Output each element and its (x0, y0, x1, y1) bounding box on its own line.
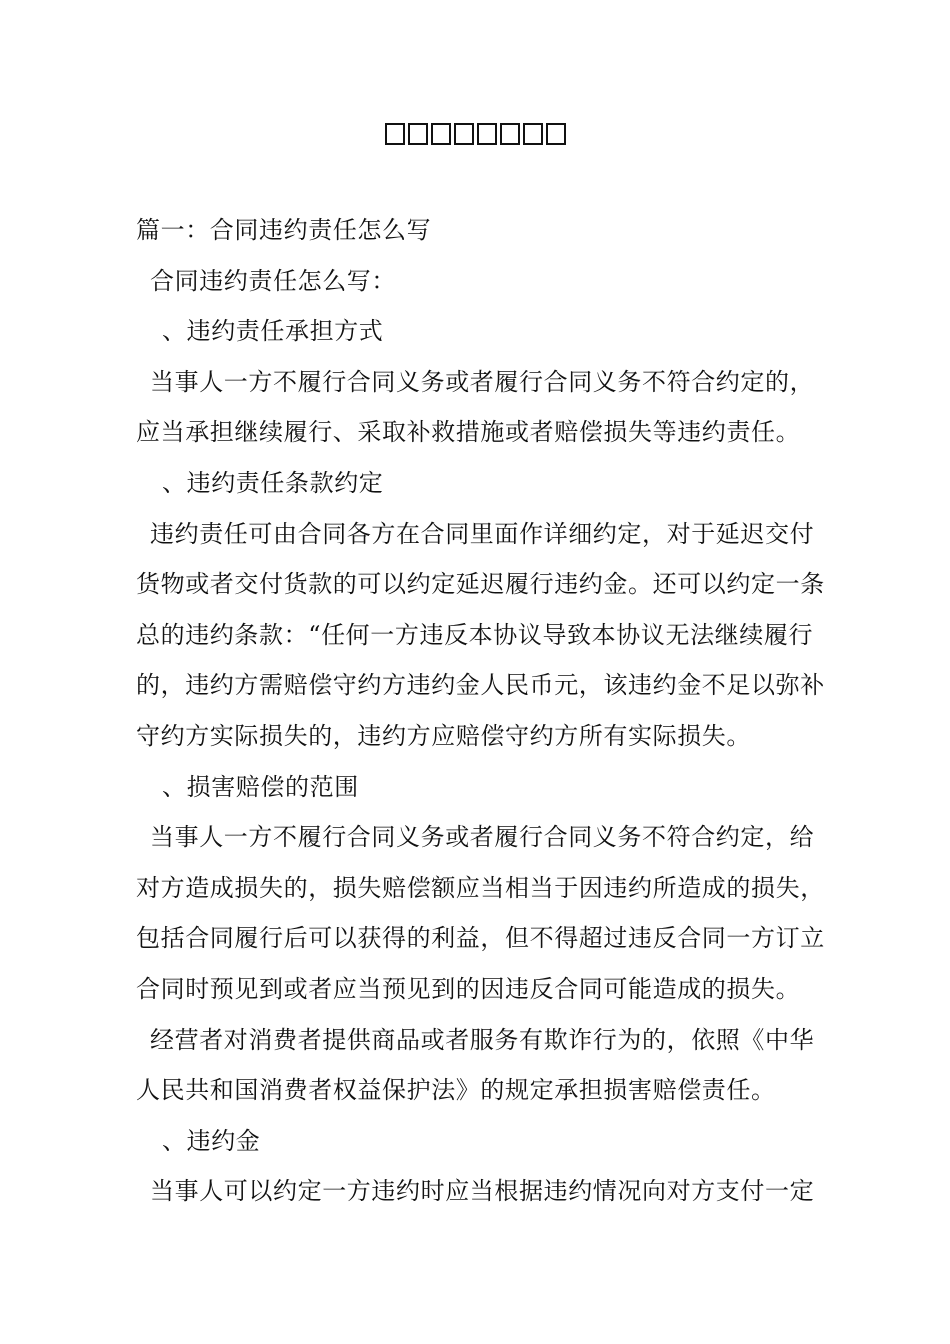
document-body (136, 205, 826, 1217)
body-line: 、违约责任承担方式 (162, 317, 384, 346)
title-glyph-box (546, 123, 566, 145)
body-line: 人民共和国消费者权益保护法》的规定承担损害赔偿责任。 (136, 1076, 776, 1105)
body-line: 货物或者交付货款的可以约定延迟履行违约金。还可以约定一条 (136, 570, 825, 599)
title-glyph-box (500, 123, 520, 145)
title-glyph-box (454, 123, 474, 145)
body-line: 的，违约方需赔偿守约方违约金人民币元，该违约金不足以弥补 (136, 671, 825, 700)
body-line: 合同违约责任怎么写： (150, 266, 396, 295)
body-line: 总的违约条款：“任何一方违反本协议导致本协议无法继续履行 (136, 620, 814, 649)
title-glyph-box (431, 123, 451, 145)
body-line: 当事人一方不履行合同义务或者履行合同义务不符合约定的， (150, 367, 815, 396)
body-line: 对方造成损失的，损失赔偿额应当相当于因违约所造成的损失， (136, 873, 825, 902)
body-line: 当事人可以约定一方违约时应当根据违约情况向对方支付一定 (150, 1177, 815, 1206)
title-glyph-box (385, 123, 405, 145)
body-line: 当事人一方不履行合同义务或者履行合同义务不符合约定，给 (150, 823, 815, 852)
body-line: 应当承担继续履行、采取补救措施或者赔偿损失等违约责任。 (136, 418, 801, 447)
body-line: 、违约金 (162, 1126, 261, 1155)
body-line: 篇一：合同违约责任怎么写 (136, 216, 432, 244)
body-line: 、违约责任条款约定 (162, 468, 384, 497)
title-glyph-box (523, 123, 543, 145)
title-glyph-box (477, 123, 497, 145)
body-line: 包括合同履行后可以获得的利益，但不得超过违反合同一方订立 (136, 924, 825, 953)
body-line: 经营者对消费者提供商品或者服务有欺诈行为的，依照《中华 (150, 1025, 815, 1054)
body-line: 守约方实际损失的，违约方应赔偿守约方所有实际损失。 (136, 721, 751, 750)
body-line: 违约责任可由合同各方在合同里面作详细约定，对于延迟交付 (150, 519, 815, 548)
title-glyph-box (408, 123, 428, 145)
body-line: 合同时预见到或者应当预见到的因违反合同可能造成的损失。 (136, 974, 801, 1003)
body-line: 、损害赔偿的范围 (162, 772, 359, 801)
document-title (0, 116, 950, 150)
